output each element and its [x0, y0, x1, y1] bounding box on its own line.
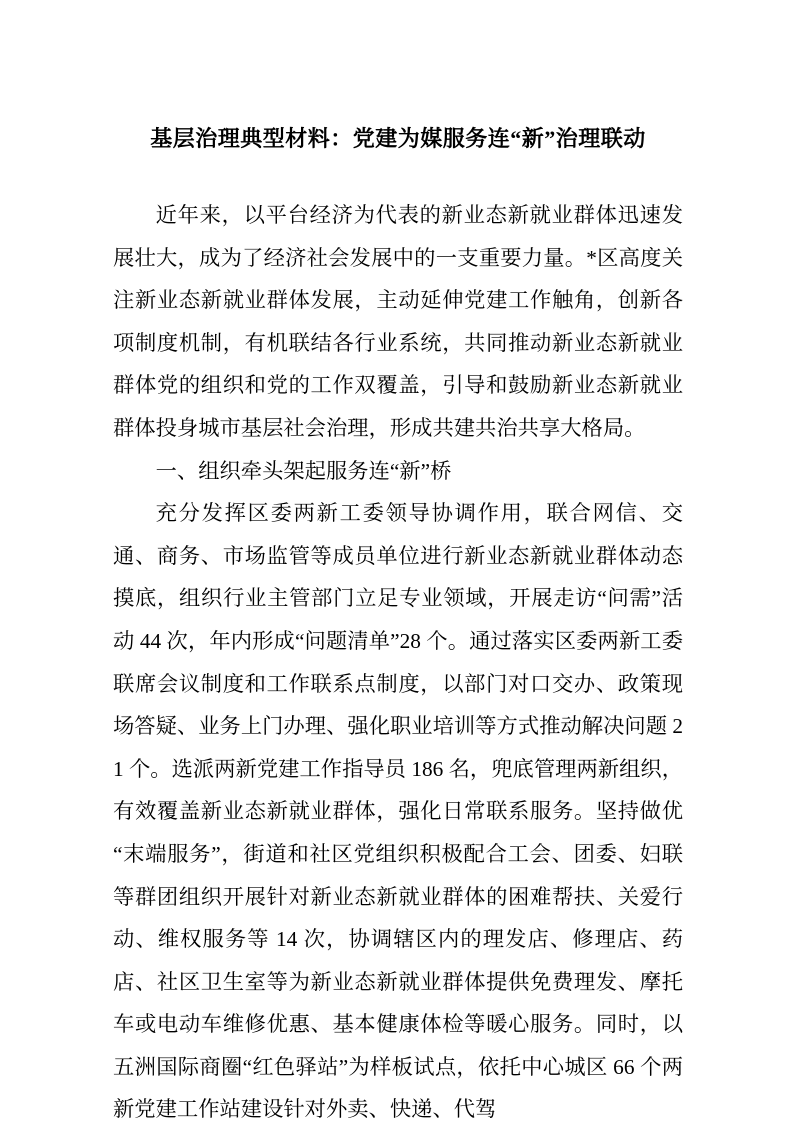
paragraph-section-1: 充分发挥区委两新工委领导协调作用，联合网信、交通、商务、市场监管等成员单位进行新业态新就业群体动态摸底，组织行业主管部门立足专业领域，开展走访“问需”活动 44 次，年内形成“问题清单”28 个。通过落实区委两新工委联席会议制度和工作联系点制度，以部门对口交办、政策现场答疑、业务上门办理、强化职业培训等方式推动解决问题 21 个。选派两新党建工作指导员 186 名，兜底管理两新组织，有效覆盖新业态新就业群体，强化日常联系服务。坚持做优“末端服务”，街道和社区党组织积极配合工会、团委、妇联等群团组织开展针对新业态新就业群体的困难帮扶、关爱行动、维权服务等 14 次，协调辖区内的理发店、修理店、药店、社区卫生室等为新业态新就业群体提供免费理发、摩托车或电动车维修优惠、基本健康体检等暖心服务。同时，以五洲国际商圈“红色驿站”为样板试点，依托中心城区 66 个两新党建工作站建设针对外卖、快递、代驾 [113, 501, 683, 1122]
paragraph-intro: 近年来，以平台经济为代表的新业态新就业群体迅速发展壮大，成为了经济社会发展中的一支重要力量。*区高度关注新业态新就业群体发展，主动延伸党建工作触角，创新各项制度机制，有机联结各行业系统，共同推动新业态新就业群体党的组织和党的工作双覆盖，引导和鼓励新业态新就业群体投身城市基层社会治理，形成共建共治共享大格局。 [113, 203, 683, 440]
document-title: 基层治理典型材料：党建为媒服务连“新”治理联动 [150, 126, 646, 151]
section-heading-1: 一、组织牵头架起服务连“新”桥 [155, 458, 452, 483]
document-content [113, 113, 683, 1122]
